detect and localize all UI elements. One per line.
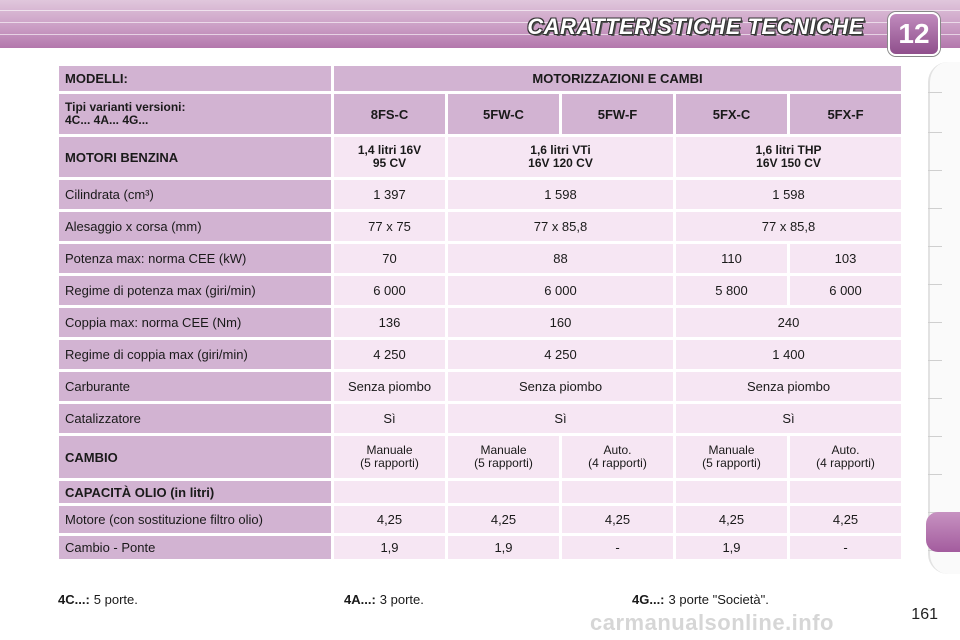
varianti-label-line1: Tipi varianti versioni:: [65, 100, 186, 114]
rail-tick: [928, 398, 942, 399]
engine-1-line1: 1,4 litri 16V: [357, 143, 422, 157]
footnote-key: 4C...:: [58, 592, 90, 607]
cell: 1 598: [676, 180, 901, 209]
rail-tick: [928, 208, 942, 209]
code-5fw-f: 5FW-F: [562, 94, 673, 134]
rail-tick: [928, 132, 942, 133]
footnote-key: 4G...:: [632, 592, 665, 607]
motori-label: MOTORI BENZINA: [59, 137, 331, 177]
cell: 4,25: [676, 506, 787, 533]
cell: 1,9: [676, 536, 787, 559]
engine-3-line1: 1,6 litri THP: [755, 143, 822, 157]
row-label: Regime di potenza max (giri/min): [59, 276, 331, 305]
table-row: [59, 276, 901, 305]
footnote-4g: [632, 592, 769, 607]
row-label: Coppia max: norma CEE (Nm): [59, 308, 331, 337]
footnote-key: 4A...:: [344, 592, 376, 607]
engine-2: [448, 137, 673, 177]
varianti-label-line2: 4C... 4A... 4G...: [65, 113, 149, 127]
engine-3: [676, 137, 901, 177]
cell: 160: [448, 308, 673, 337]
code-5fw-c: 5FW-C: [448, 94, 559, 134]
cell: 1 397: [334, 180, 445, 209]
code-5fx-c: 5FX-C: [676, 94, 787, 134]
row-label: Potenza max: norma CEE (kW): [59, 244, 331, 273]
table-row: [59, 536, 901, 559]
footnote-4a: [344, 592, 424, 607]
cell: 103: [790, 244, 901, 273]
cell: 1,9: [334, 536, 445, 559]
table-row: [59, 137, 901, 177]
engine-1-line2: 95 CV: [372, 156, 407, 170]
footnote-text: 5 porte.: [93, 592, 138, 607]
cell: 6 000: [790, 276, 901, 305]
cell: 1,9: [448, 536, 559, 559]
cell: 4,25: [334, 506, 445, 533]
table-row: [59, 372, 901, 401]
rail-tick: [928, 474, 942, 475]
table-row: [59, 481, 901, 503]
table-row: [59, 244, 901, 273]
chapter-side-rail: [928, 62, 960, 574]
cambio-ratios: (5 rapporti): [702, 456, 761, 470]
cell: Senza piombo: [676, 372, 901, 401]
table-row: [59, 506, 901, 533]
cell: [676, 481, 787, 503]
cell: [790, 481, 901, 503]
cell: 4,25: [562, 506, 673, 533]
cell: [448, 481, 559, 503]
cell: -: [790, 536, 901, 559]
footnote-text: 3 porte "Società".: [668, 592, 769, 607]
cell: 240: [676, 308, 901, 337]
page-title: CARATTERISTICHE TECNICHE: [527, 14, 864, 39]
row-label: Alesaggio x corsa (mm): [59, 212, 331, 241]
cell: 88: [448, 244, 673, 273]
cell: Senza piombo: [334, 372, 445, 401]
cell: Senza piombo: [448, 372, 673, 401]
cambio-type: Manuale: [708, 443, 755, 457]
modelli-label: MODELLI:: [59, 66, 331, 91]
cell: [334, 481, 445, 503]
rail-tick: [928, 246, 942, 247]
cell: 77 x 85,8: [448, 212, 673, 241]
table-row: [59, 66, 901, 91]
rail-tick: [928, 284, 942, 285]
row-label: Carburante: [59, 372, 331, 401]
cell: 5 800: [676, 276, 787, 305]
cell: 4 250: [448, 340, 673, 369]
cell: 77 x 75: [334, 212, 445, 241]
engine-1: [334, 137, 445, 177]
footnote-4c: [58, 592, 138, 607]
table-row: [59, 340, 901, 369]
cambio-ratios: (5 rapporti): [360, 456, 419, 470]
cell: [562, 481, 673, 503]
olio-label: CAPACITÀ OLIO (in litri): [59, 481, 331, 503]
ponte-label: Cambio - Ponte: [59, 536, 331, 559]
table-row: [59, 308, 901, 337]
cell: -: [562, 536, 673, 559]
cambio-ratios: (4 rapporti): [588, 456, 647, 470]
footnote-text: 3 porte.: [379, 592, 424, 607]
cell: 6 000: [448, 276, 673, 305]
chapter-badge: 12: [888, 12, 940, 56]
cambio-type: Auto.: [831, 443, 860, 457]
spec-table: [56, 63, 904, 562]
row-label: Cilindrata (cm³): [59, 180, 331, 209]
cambio-cell: [676, 436, 787, 478]
cambio-type: Manuale: [366, 443, 413, 457]
cell: 1 400: [676, 340, 901, 369]
rail-tick: [928, 170, 942, 171]
cambio-ratios: (4 rapporti): [816, 456, 875, 470]
cell: 1 598: [448, 180, 673, 209]
cell: Sì: [334, 404, 445, 433]
varianti-label: [59, 94, 331, 134]
motorizzazioni-header: MOTORIZZAZIONI E CAMBI: [334, 66, 901, 91]
cambio-cell: [790, 436, 901, 478]
table-row: [59, 404, 901, 433]
cambio-label: CAMBIO: [59, 436, 331, 478]
cambio-cell: [334, 436, 445, 478]
rail-tick: [928, 92, 942, 93]
table-row: [59, 94, 901, 134]
watermark: carmanualsonline.info: [590, 610, 834, 635]
table-row: [59, 436, 901, 478]
table-row: [59, 180, 901, 209]
cell: 70: [334, 244, 445, 273]
cell: 110: [676, 244, 787, 273]
cambio-type: Auto.: [603, 443, 632, 457]
cambio-type: Manuale: [480, 443, 527, 457]
rail-tick: [928, 360, 942, 361]
rail-tick: [928, 322, 942, 323]
cambio-cell: [562, 436, 673, 478]
header-stripe: [0, 10, 960, 11]
cambio-ratios: (5 rapporti): [474, 456, 533, 470]
row-label: Catalizzatore: [59, 404, 331, 433]
page-number: 161: [911, 606, 938, 623]
cell: 4,25: [448, 506, 559, 533]
table-row: [59, 212, 901, 241]
cell: 4 250: [334, 340, 445, 369]
cell: 6 000: [334, 276, 445, 305]
cell: Sì: [676, 404, 901, 433]
engine-2-line1: 1,6 litri VTi: [530, 143, 591, 157]
motore-label: Motore (con sostituzione filtro olio): [59, 506, 331, 533]
row-label: Regime di coppia max (giri/min): [59, 340, 331, 369]
code-8fs-c: 8FS-C: [334, 94, 445, 134]
chapter-tab-active[interactable]: [926, 512, 960, 552]
engine-2-line2: 16V 120 CV: [528, 156, 593, 170]
code-5fx-f: 5FX-F: [790, 94, 901, 134]
cell: 136: [334, 308, 445, 337]
cell: 4,25: [790, 506, 901, 533]
engine-3-line2: 16V 150 CV: [756, 156, 821, 170]
cell: 77 x 85,8: [676, 212, 901, 241]
rail-tick: [928, 436, 942, 437]
cell: Sì: [448, 404, 673, 433]
cambio-cell: [448, 436, 559, 478]
